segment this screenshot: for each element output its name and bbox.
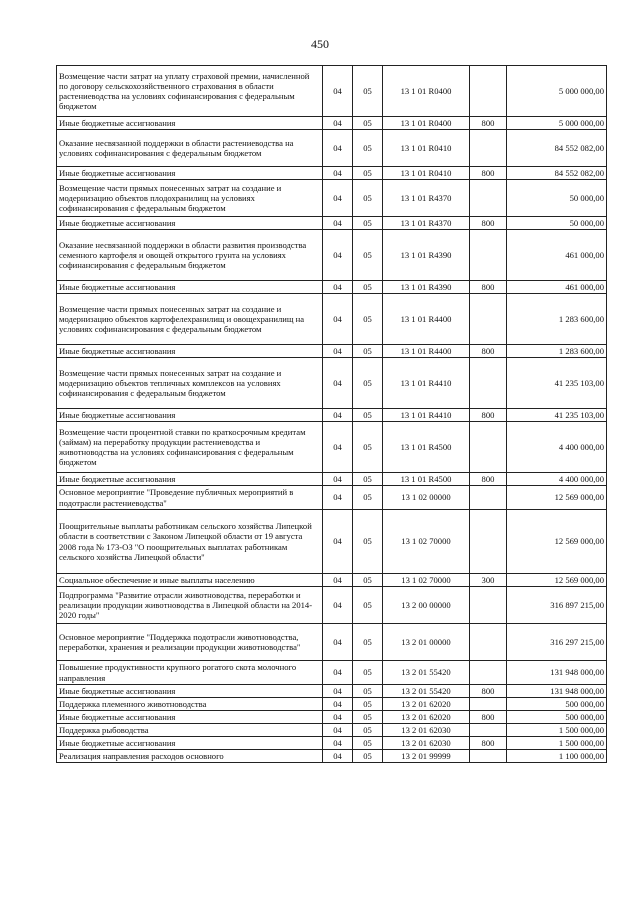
amount-cell: 500 000,00 (507, 698, 607, 711)
expenditure-type-code-cell: 800 (470, 281, 507, 294)
subsection-code-cell: 05 (353, 345, 383, 358)
subsection-code-cell: 05 (353, 409, 383, 422)
subsection-code-cell: 05 (353, 422, 383, 473)
target-article-code-cell: 13 2 01 00000 (383, 624, 470, 661)
amount-cell: 461 000,00 (507, 281, 607, 294)
expenditure-name-cell: Иные бюджетные ассигнования (57, 117, 323, 130)
amount-cell: 4 400 000,00 (507, 422, 607, 473)
table-row (57, 685, 607, 698)
target-article-code-cell: 13 1 01 R4500 (383, 473, 470, 486)
target-article-code-cell: 13 2 01 99999 (383, 750, 470, 763)
expenditure-type-code-cell (470, 624, 507, 661)
subsection-code-cell: 05 (353, 167, 383, 180)
table-row (57, 66, 607, 117)
expenditure-name-cell: Возмещение части прямых понесенных затрат на создание и модернизацию объектов картофелехранилищ и овощехранилищ на условиях софинансирования с федеральным бюджетом (57, 294, 323, 345)
amount-cell: 1 283 600,00 (507, 294, 607, 345)
amount-cell: 461 000,00 (507, 230, 607, 281)
section-code-cell: 04 (323, 230, 353, 281)
amount-cell: 131 948 000,00 (507, 685, 607, 698)
expenditure-name-cell: Основное мероприятие "Поддержка подотрасли животноводства, переработки, хранения и реализации продукции животноводства" (57, 624, 323, 661)
amount-cell: 1 283 600,00 (507, 345, 607, 358)
page-number: 450 (311, 37, 329, 51)
expenditure-type-code-cell (470, 66, 507, 117)
section-code-cell: 04 (323, 422, 353, 473)
table-row (57, 510, 607, 574)
expenditure-name-cell: Иные бюджетные ассигнования (57, 473, 323, 486)
section-code-cell: 04 (323, 486, 353, 510)
subsection-code-cell: 05 (353, 117, 383, 130)
amount-cell: 5 000 000,00 (507, 66, 607, 117)
section-code-cell: 04 (323, 661, 353, 685)
expenditure-name-cell: Иные бюджетные ассигнования (57, 345, 323, 358)
expenditure-type-code-cell: 300 (470, 574, 507, 587)
subsection-code-cell: 05 (353, 661, 383, 685)
amount-cell: 84 552 082,00 (507, 130, 607, 167)
subsection-code-cell: 05 (353, 698, 383, 711)
section-code-cell: 04 (323, 685, 353, 698)
section-code-cell: 04 (323, 130, 353, 167)
expenditure-name-cell: Возмещение части затрат на уплату страховой премии, начисленной по договору сельскохозяйственного страхования в области растениеводства на условиях софинансирования с федеральным бюджетом (57, 66, 323, 117)
table-row (57, 345, 607, 358)
section-code-cell: 04 (323, 473, 353, 486)
expenditure-type-code-cell (470, 230, 507, 281)
expenditure-name-cell: Иные бюджетные ассигнования (57, 711, 323, 724)
amount-cell: 12 569 000,00 (507, 574, 607, 587)
target-article-code-cell: 13 1 01 R0410 (383, 167, 470, 180)
table-row (57, 230, 607, 281)
subsection-code-cell: 05 (353, 624, 383, 661)
table-row (57, 422, 607, 473)
section-code-cell: 04 (323, 217, 353, 230)
subsection-code-cell: 05 (353, 217, 383, 230)
expenditure-name-cell: Иные бюджетные ассигнования (57, 685, 323, 698)
amount-cell: 316 897 215,00 (507, 587, 607, 624)
table-row (57, 737, 607, 750)
target-article-code-cell: 13 2 01 55420 (383, 685, 470, 698)
expenditure-type-code-cell: 800 (470, 409, 507, 422)
amount-cell: 1 100 000,00 (507, 750, 607, 763)
subsection-code-cell: 05 (353, 574, 383, 587)
amount-cell: 1 500 000,00 (507, 724, 607, 737)
subsection-code-cell: 05 (353, 587, 383, 624)
table-row (57, 217, 607, 230)
target-article-code-cell: 13 1 01 R4370 (383, 180, 470, 217)
subsection-code-cell: 05 (353, 711, 383, 724)
section-code-cell: 04 (323, 737, 353, 750)
expenditure-type-code-cell (470, 510, 507, 574)
subsection-code-cell: 05 (353, 473, 383, 486)
section-code-cell: 04 (323, 294, 353, 345)
subsection-code-cell: 05 (353, 358, 383, 409)
table-row (57, 281, 607, 294)
amount-cell: 4 400 000,00 (507, 473, 607, 486)
expenditure-type-code-cell (470, 698, 507, 711)
amount-cell: 12 569 000,00 (507, 510, 607, 574)
expenditure-type-code-cell (470, 358, 507, 409)
target-article-code-cell: 13 1 01 R4410 (383, 409, 470, 422)
expenditure-name-cell: Реализация направления расходов основного (57, 750, 323, 763)
section-code-cell: 04 (323, 724, 353, 737)
expenditure-name-cell: Иные бюджетные ассигнования (57, 409, 323, 422)
section-code-cell: 04 (323, 574, 353, 587)
expenditure-type-code-cell (470, 486, 507, 510)
expenditure-type-code-cell (470, 724, 507, 737)
target-article-code-cell: 13 2 01 55420 (383, 661, 470, 685)
expenditure-name-cell: Оказание несвязанной поддержки в области развития производства семенного картофеля и овощей открытого грунта на условиях софинансирования с федеральным бюджетом (57, 230, 323, 281)
expenditure-type-code-cell: 800 (470, 167, 507, 180)
expenditure-type-code-cell (470, 130, 507, 167)
target-article-code-cell: 13 2 01 62030 (383, 737, 470, 750)
target-article-code-cell: 13 1 02 70000 (383, 574, 470, 587)
budget-table-body (57, 66, 607, 763)
section-code-cell: 04 (323, 117, 353, 130)
budget-table (56, 65, 607, 763)
target-article-code-cell: 13 1 01 R4410 (383, 358, 470, 409)
expenditure-name-cell: Поощрительные выплаты работникам сельского хозяйства Липецкой области в соответствии с Законом Липецкой области от 19 августа 2008 года № 173-ОЗ "О поощрительных выплатах работникам сельского хозяйства Липецкой области" (57, 510, 323, 574)
table-row (57, 698, 607, 711)
subsection-code-cell: 05 (353, 130, 383, 167)
subsection-code-cell: 05 (353, 685, 383, 698)
expenditure-type-code-cell: 800 (470, 117, 507, 130)
table-row (57, 409, 607, 422)
target-article-code-cell: 13 1 01 R0400 (383, 117, 470, 130)
expenditure-type-code-cell: 800 (470, 711, 507, 724)
expenditure-name-cell: Повышение продуктивности крупного рогатого скота молочного направления (57, 661, 323, 685)
target-article-code-cell: 13 2 00 00000 (383, 587, 470, 624)
expenditure-name-cell: Оказание несвязанной поддержки в области растениеводства на условиях софинансирования с федеральным бюджетом (57, 130, 323, 167)
expenditure-name-cell: Иные бюджетные ассигнования (57, 217, 323, 230)
target-article-code-cell: 13 1 01 R0410 (383, 130, 470, 167)
target-article-code-cell: 13 1 02 00000 (383, 486, 470, 510)
table-row (57, 130, 607, 167)
subsection-code-cell: 05 (353, 180, 383, 217)
target-article-code-cell: 13 1 01 R4390 (383, 281, 470, 294)
expenditure-name-cell: Подпрограмма "Развитие отрасли животноводства, переработки и реализации продукции животноводства в Липецкой области на 2014-2020 годы" (57, 587, 323, 624)
amount-cell: 41 235 103,00 (507, 409, 607, 422)
subsection-code-cell: 05 (353, 486, 383, 510)
table-row (57, 358, 607, 409)
expenditure-type-code-cell: 800 (470, 685, 507, 698)
expenditure-name-cell: Возмещение части процентной ставки по краткосрочным кредитам (займам) на переработку продукции растениеводства и животноводства на условиях софинансирования с федеральным бюджетом (57, 422, 323, 473)
table-row (57, 661, 607, 685)
section-code-cell: 04 (323, 167, 353, 180)
expenditure-type-code-cell (470, 750, 507, 763)
target-article-code-cell: 13 1 01 R4390 (383, 230, 470, 281)
table-row (57, 711, 607, 724)
table-row (57, 294, 607, 345)
expenditure-name-cell: Иные бюджетные ассигнования (57, 737, 323, 750)
table-row (57, 117, 607, 130)
target-article-code-cell: 13 1 02 70000 (383, 510, 470, 574)
expenditure-type-code-cell (470, 422, 507, 473)
expenditure-type-code-cell (470, 661, 507, 685)
amount-cell: 50 000,00 (507, 180, 607, 217)
table-row (57, 624, 607, 661)
expenditure-name-cell: Основное мероприятие "Проведение публичных мероприятий в подотрасли растениеводства" (57, 486, 323, 510)
subsection-code-cell: 05 (353, 510, 383, 574)
expenditure-type-code-cell (470, 180, 507, 217)
section-code-cell: 04 (323, 587, 353, 624)
target-article-code-cell: 13 1 01 R4500 (383, 422, 470, 473)
expenditure-name-cell: Возмещение части прямых понесенных затрат на создание и модернизацию объектов плодохранилищ на условиях софинансирования с федеральным бюджетом (57, 180, 323, 217)
table-row (57, 574, 607, 587)
target-article-code-cell: 13 2 01 62030 (383, 724, 470, 737)
table-row (57, 167, 607, 180)
section-code-cell: 04 (323, 698, 353, 711)
expenditure-type-code-cell: 800 (470, 217, 507, 230)
amount-cell: 1 500 000,00 (507, 737, 607, 750)
amount-cell: 41 235 103,00 (507, 358, 607, 409)
target-article-code-cell: 13 1 01 R4370 (383, 217, 470, 230)
amount-cell: 5 000 000,00 (507, 117, 607, 130)
section-code-cell: 04 (323, 281, 353, 294)
table-row (57, 180, 607, 217)
amount-cell: 500 000,00 (507, 711, 607, 724)
subsection-code-cell: 05 (353, 230, 383, 281)
expenditure-type-code-cell: 800 (470, 345, 507, 358)
target-article-code-cell: 13 2 01 62020 (383, 711, 470, 724)
section-code-cell: 04 (323, 510, 353, 574)
expenditure-type-code-cell (470, 587, 507, 624)
target-article-code-cell: 13 1 01 R0400 (383, 66, 470, 117)
table-row (57, 750, 607, 763)
expenditure-type-code-cell (470, 294, 507, 345)
section-code-cell: 04 (323, 358, 353, 409)
amount-cell: 316 297 215,00 (507, 624, 607, 661)
section-code-cell: 04 (323, 345, 353, 358)
expenditure-type-code-cell: 800 (470, 473, 507, 486)
target-article-code-cell: 13 1 01 R4400 (383, 294, 470, 345)
table-row (57, 724, 607, 737)
expenditure-name-cell: Возмещение части прямых понесенных затрат на создание и модернизацию объектов тепличных комплексов на условиях софинансирования с федеральным бюджетом (57, 358, 323, 409)
section-code-cell: 04 (323, 711, 353, 724)
target-article-code-cell: 13 2 01 62020 (383, 698, 470, 711)
subsection-code-cell: 05 (353, 294, 383, 345)
table-row (57, 486, 607, 510)
section-code-cell: 04 (323, 409, 353, 422)
section-code-cell: 04 (323, 750, 353, 763)
table-row (57, 473, 607, 486)
subsection-code-cell: 05 (353, 66, 383, 117)
amount-cell: 50 000,00 (507, 217, 607, 230)
section-code-cell: 04 (323, 66, 353, 117)
section-code-cell: 04 (323, 624, 353, 661)
subsection-code-cell: 05 (353, 281, 383, 294)
expenditure-name-cell: Поддержка рыбоводства (57, 724, 323, 737)
expenditure-name-cell: Поддержка племенного животноводства (57, 698, 323, 711)
subsection-code-cell: 05 (353, 737, 383, 750)
subsection-code-cell: 05 (353, 724, 383, 737)
expenditure-name-cell: Иные бюджетные ассигнования (57, 281, 323, 294)
expenditure-name-cell: Иные бюджетные ассигнования (57, 167, 323, 180)
section-code-cell: 04 (323, 180, 353, 217)
table-row (57, 587, 607, 624)
target-article-code-cell: 13 1 01 R4400 (383, 345, 470, 358)
amount-cell: 84 552 082,00 (507, 167, 607, 180)
expenditure-name-cell: Социальное обеспечение и иные выплаты населению (57, 574, 323, 587)
amount-cell: 131 948 000,00 (507, 661, 607, 685)
subsection-code-cell: 05 (353, 750, 383, 763)
expenditure-type-code-cell: 800 (470, 737, 507, 750)
amount-cell: 12 569 000,00 (507, 486, 607, 510)
